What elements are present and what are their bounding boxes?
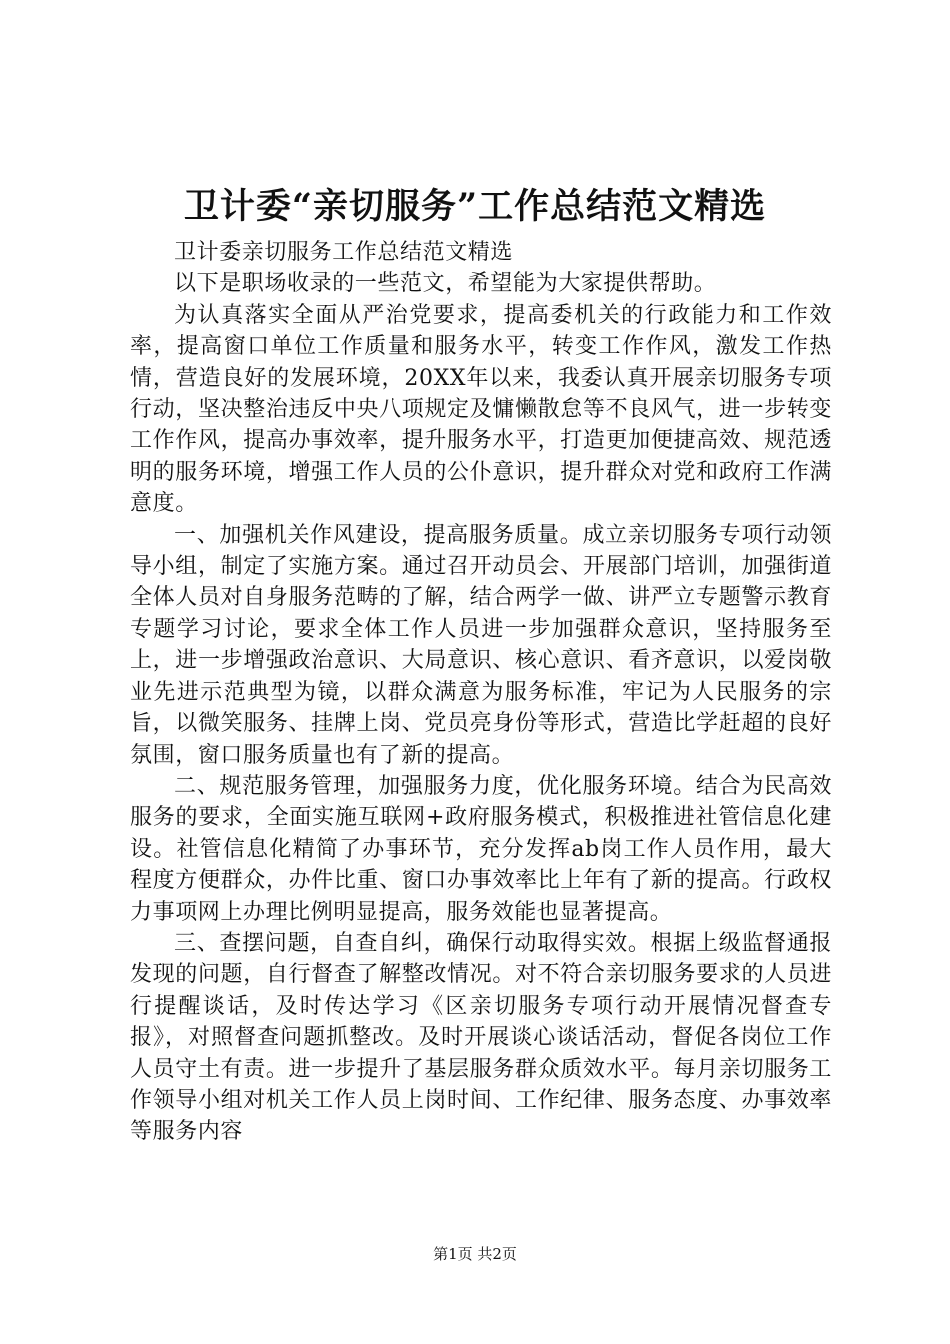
paragraph-section-1: 一、加强机关作风建设，提高服务质量。成立亲切服务专项行动领导小组，制定了实施方案。通过召开动员会、开展部门培训，加强街道全体人员对自身服务范畴的了解，结合两学一做、讲严立专题警示教育专题学习讨论，要求全体工作人员进一步加强群众意识，坚持服务至上，进一步增强政治意识、大局意识、核心意识、看齐意识，以爱岗敬业先进示范典型为镜，以群众满意为服务标准，牢记为人民服务的宗旨，以微笑服务、挂牌上岗、党员亮身份等形式，营造比学赶超的良好氛围，窗口服务质量也有了新的提高。 bbox=[130, 522, 832, 768]
document-title: 卫计委“亲切服务”工作总结范文精选 bbox=[183, 186, 767, 227]
paragraph-overview: 为认真落实全面从严治党要求，提高委机关的行政能力和工作效率，提高窗口单位工作质量和服务水平，转变工作作风，激发工作热情，营造良好的发展环境，20XX年以来，我委认真开展亲切服务专项行动，坚决整治违反中央八项规定及慵懒散怠等不良风气，进一步转变工作作风，提高办事效率，提升服务水平，打造更加便捷高效、规范透明的服务环境，增强工作人员的公仆意识，提升群众对党和政府工作满意度。 bbox=[130, 302, 832, 517]
document-body bbox=[130, 237, 832, 1148]
paragraph-section-3: 三、查摆问题，自查自纠，确保行动取得实效。根据上级监督通报发现的问题，自行督查了解整改情况。对不符合亲切服务要求的人员进行提醒谈话，及时传达学习《区亲切服务专项行动开展情况督查专报》，对照督查问题抓整改。及时开展谈心谈话活动，督促各岗位工作人员守土有责。进一步提升了基层服务群众质效水平。每月亲切服务工作领导小组对机关工作人员上岗时间、工作纪律、服务态度、办事效率等服务内容 bbox=[130, 930, 832, 1145]
paragraph-subtitle: 卫计委亲切服务工作总结范文精选 bbox=[174, 240, 514, 265]
paragraph-section-2: 二、规范服务管理，加强服务力度，优化服务环境。结合为民高效服务的要求，全面实施互联网+政府服务模式，积极推进社管信息化建设。社管信息化精简了办事环节，充分发挥ab岗工作人员作用，最大程度方便群众，办件比重、窗口办事效率比上年有了新的提高。行政权力事项网上办理比例明显提高，服务效能也显著提高。 bbox=[130, 773, 832, 925]
page-number-footer: 第1页 共2页 bbox=[433, 1245, 517, 1263]
paragraph-intro: 以下是职场收录的一些范文，希望能为大家提供帮助。 bbox=[174, 271, 717, 297]
